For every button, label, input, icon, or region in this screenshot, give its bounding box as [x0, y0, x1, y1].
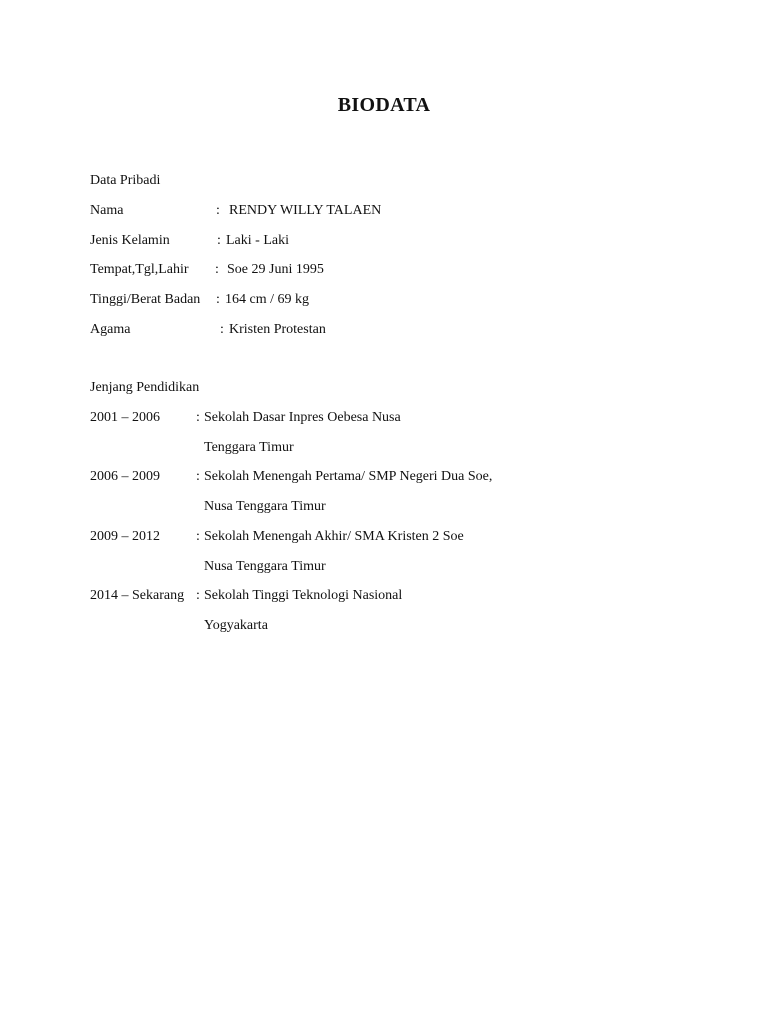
personal-label: Tempat,Tgl,Lahir	[90, 262, 189, 277]
personal-value: Kristen Protestan	[229, 322, 326, 337]
education-school: Sekolah Tinggi Teknologi Nasional	[204, 588, 403, 603]
personal-value: 164 cm / 69 kg	[225, 292, 309, 307]
personal-colon: :	[216, 292, 220, 307]
education-school: Sekolah Dasar Inpres Oebesa Nusa	[204, 410, 401, 425]
personal-colon: :	[217, 233, 221, 248]
education-heading: Jenjang Pendidikan	[90, 380, 200, 395]
personal-label: Jenis Kelamin	[90, 233, 170, 248]
education-colon: :	[196, 588, 200, 603]
personal-value: RENDY WILLY TALAEN	[229, 203, 382, 218]
personal-label: Tinggi/Berat Badan	[90, 292, 201, 307]
personal-colon: :	[215, 262, 219, 277]
personal-colon: :	[220, 322, 224, 337]
education-school-cont: Nusa Tenggara Timur	[204, 499, 326, 514]
personal-colon: :	[216, 203, 220, 218]
education-period: 2006 – 2009	[90, 469, 160, 484]
education-colon: :	[196, 410, 200, 425]
personal-heading: Data Pribadi	[90, 173, 161, 188]
personal-value: Soe 29 Juni 1995	[227, 262, 324, 277]
education-school-cont: Nusa Tenggara Timur	[204, 559, 326, 574]
personal-label: Agama	[90, 322, 131, 337]
education-colon: :	[196, 529, 200, 544]
page-title: BIODATA	[337, 94, 431, 116]
education-school: Sekolah Menengah Pertama/ SMP Negeri Dua Soe,	[204, 469, 493, 484]
education-school-cont: Tenggara Timur	[204, 440, 294, 455]
personal-value: Laki - Laki	[226, 233, 289, 248]
education-school: Sekolah Menengah Akhir/ SMA Kristen 2 Soe	[204, 529, 464, 544]
education-school-cont: Yogyakarta	[204, 618, 268, 633]
education-period: 2014 – Sekarang	[90, 588, 185, 603]
education-period: 2009 – 2012	[90, 529, 160, 544]
personal-label: Nama	[90, 203, 124, 218]
education-colon: :	[196, 469, 200, 484]
education-period: 2001 – 2006	[90, 410, 160, 425]
